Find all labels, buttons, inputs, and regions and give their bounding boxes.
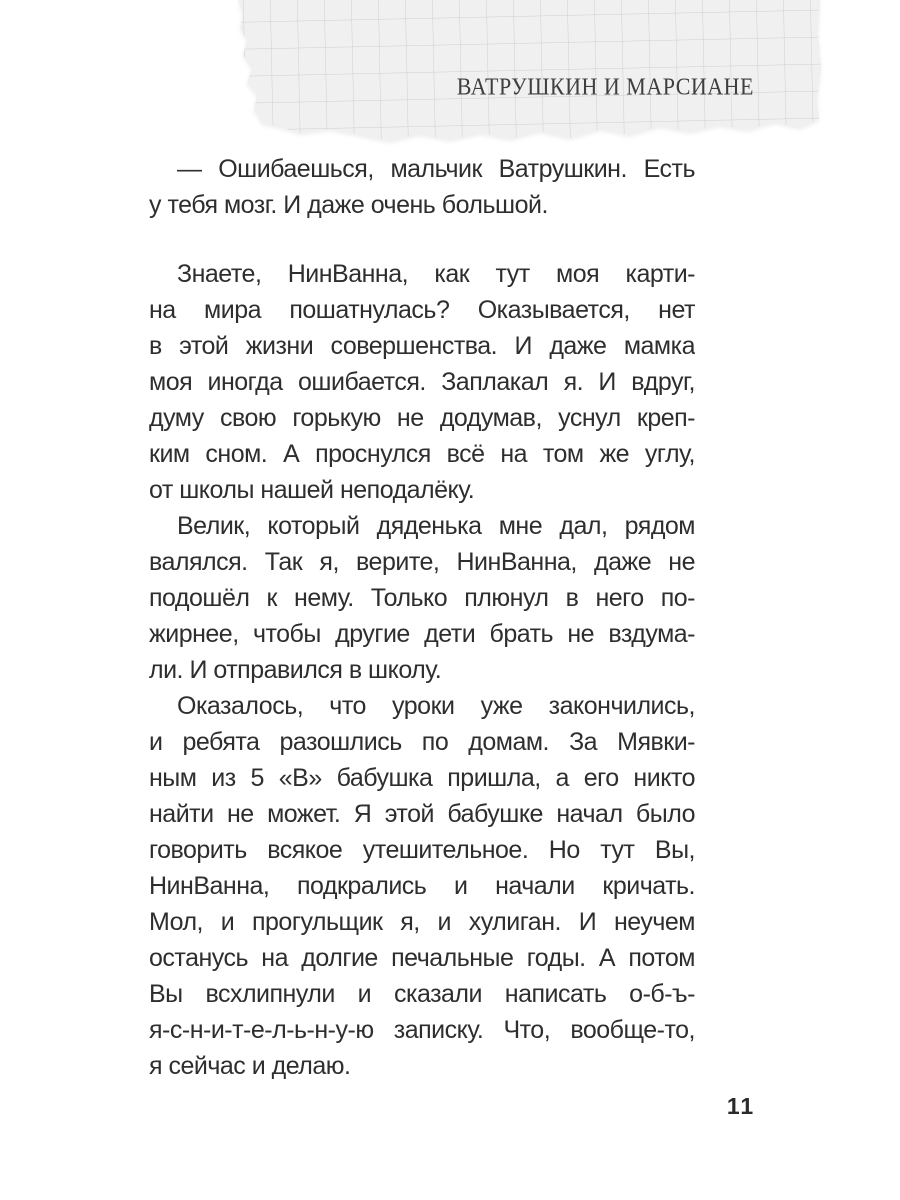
body-text (149, 151, 695, 1084)
text-line: ным из 5 «В» бабушка пришла, а его никто (149, 764, 695, 792)
text-line: у тебя мозг. И даже очень большой. (149, 191, 548, 219)
torn-graph-paper (0, 0, 900, 160)
paragraph (149, 688, 695, 1084)
paragraph (149, 508, 695, 688)
paragraph (149, 151, 695, 223)
text-line: Мол, и прогульщик я, и хулиган. И неучем (149, 908, 695, 936)
text-line: моя иногда ошибается. Заплакал я. И вдруг, (149, 368, 695, 396)
text-line: Велик, который дяденька мне дал, рядом (177, 512, 695, 540)
text-line: в этой жизни совершенства. И даже мамка (149, 332, 695, 360)
text-line: и ребята разошлись по домам. За Мявки- (149, 728, 695, 756)
page-number: 11 (726, 1093, 756, 1119)
paper-grid-overlay (238, 0, 821, 141)
chapter-header-title: ВАТРУШКИН И МАРСИАНЕ (456, 72, 754, 100)
text-line: Оказалось, что уроки уже закончились, (177, 692, 695, 720)
paragraph (149, 256, 695, 508)
text-line: на мира пошатнулась? Оказывается, нет (149, 296, 695, 324)
text-line: от школы нашей неподалёку. (149, 476, 475, 504)
text-line: ли. И отправился в школу. (149, 656, 442, 684)
text-line: жирнее, чтобы другие дети брать не вздума- (149, 620, 695, 648)
text-line: ким сном. А проснулся всё на том же углу, (149, 440, 695, 468)
text-line: говорить всякое утешительное. Но тут Вы, (149, 836, 695, 864)
text-line: — Ошибаешься, мальчик Ватрушкин. Есть (177, 155, 695, 183)
text-line: думу свою горькую не додумав, уснул креп- (149, 404, 695, 432)
text-line: я сейчас и делаю. (149, 1052, 351, 1080)
text-line: Знаете, НинВанна, как тут моя карти- (177, 260, 695, 288)
text-line: подошёл к нему. Только плюнул в него по- (149, 584, 695, 612)
text-line: НинВанна, подкрались и начали кричать. (149, 872, 695, 900)
text-line: Вы всхлипнули и сказали написать о-б-ъ- (149, 980, 695, 1008)
text-line: я-с-н-и-т-е-л-ь-н-у-ю записку. Что, вообще-то, (149, 1016, 695, 1044)
text-line: найти не может. Я этой бабушке начал было (149, 800, 695, 828)
text-line: валялся. Так я, верите, НинВанна, даже не (149, 548, 695, 576)
text-line: останусь на долгие печальные годы. А потом (149, 944, 695, 972)
